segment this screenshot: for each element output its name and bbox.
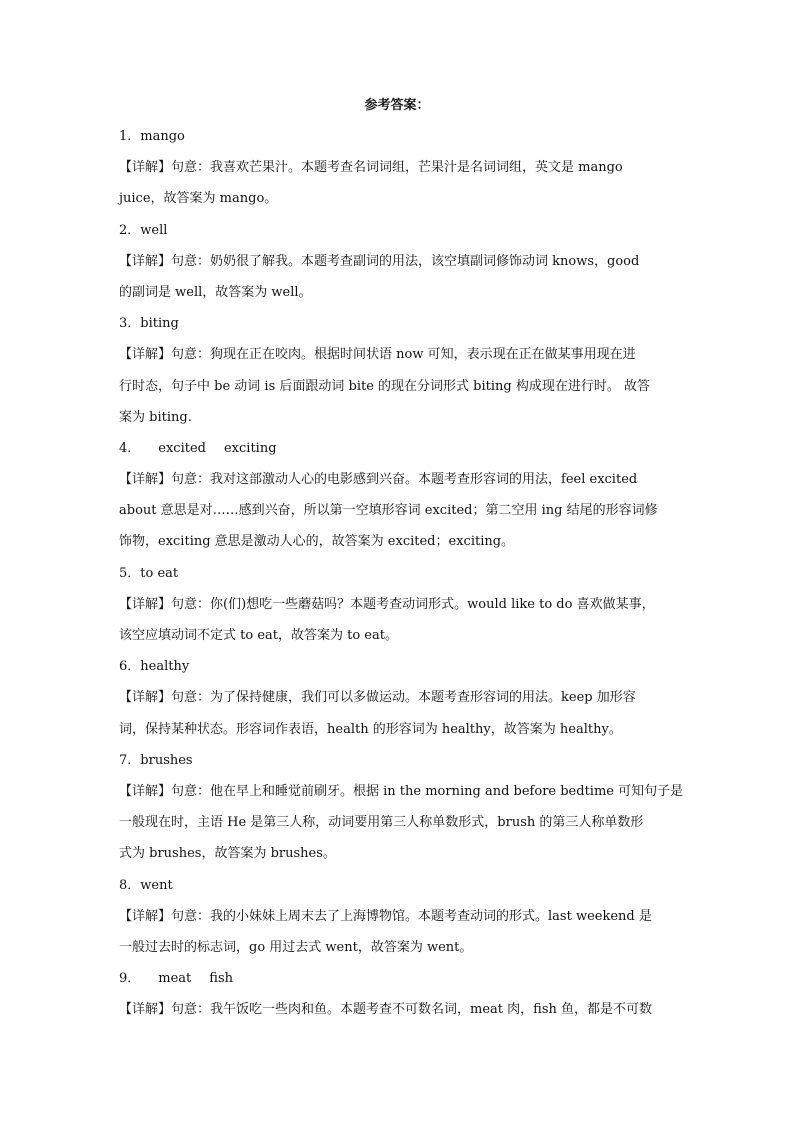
answer-item bbox=[119, 870, 679, 964]
explanation-line bbox=[119, 371, 679, 402]
explanation-text: 句意：我的小妹妹上周末去了上海博物馆。本题考查动词的形式。last weekend 是 bbox=[171, 908, 652, 924]
answer-text: healthy bbox=[140, 659, 190, 675]
explanation-text: 的副词是 well，故答案为 well。 bbox=[119, 284, 312, 300]
answer-text: well bbox=[140, 222, 168, 238]
answer-text: fish bbox=[209, 971, 233, 987]
detail-tag: 【详解】 bbox=[119, 472, 172, 488]
answer-line bbox=[119, 963, 679, 994]
explanation-line bbox=[119, 152, 679, 183]
explanation-line bbox=[119, 682, 679, 713]
answer-text: brushes bbox=[140, 752, 193, 768]
explanation-line bbox=[119, 714, 679, 745]
explanation-line bbox=[119, 838, 679, 869]
answer-item bbox=[119, 121, 679, 215]
answer-item bbox=[119, 963, 679, 1025]
explanation-line bbox=[119, 620, 679, 651]
answer-text: mango bbox=[140, 129, 185, 144]
explanation-line bbox=[119, 402, 679, 433]
answer-item bbox=[119, 651, 679, 745]
answer-item bbox=[119, 308, 679, 433]
explanation-text: 句意：奶奶很了解我。本题考查副词的用法，该空填副词修饰动词 knows，good bbox=[171, 253, 640, 269]
answer-text: exciting bbox=[223, 440, 277, 456]
explanation-line bbox=[119, 589, 679, 620]
explanation-line bbox=[119, 464, 679, 495]
answer-line bbox=[119, 870, 679, 901]
explanation-line bbox=[119, 994, 679, 1025]
question-number: 5． bbox=[119, 565, 141, 581]
answer-text: excited bbox=[158, 440, 206, 456]
explanation-text: 句意：我午饭吃一些肉和鱼。本题考查不可数名词，meat 肉，fish 鱼，都是不可数 bbox=[171, 1002, 652, 1018]
explanation-text: 饰物，exciting 意思是激动人心的，故答案为 excited；exciting。 bbox=[119, 534, 515, 550]
explanation-text: 句意：你(们)想吃一些蘑菇吗？本题考查动词形式。would like to do 喜欢做某事， bbox=[171, 596, 655, 612]
explanation-line bbox=[119, 277, 679, 308]
answer-list bbox=[119, 121, 684, 1025]
explanation-text: 词，保持某种状态。形容词作表语，health 的形容词为 healthy，故答案为 healthy。 bbox=[119, 721, 622, 737]
explanation-text: 行时态，句子中 be 动词 is 后面跟动词 bite 的现在分词形式 biting 构成现在进行时。 故答 bbox=[119, 378, 650, 394]
question-number: 3． bbox=[119, 316, 141, 332]
question-number: 8． bbox=[119, 877, 141, 893]
detail-tag: 【详解】 bbox=[119, 160, 172, 176]
answer-item bbox=[119, 558, 679, 652]
answer-line bbox=[119, 651, 679, 682]
answer-item bbox=[119, 433, 679, 558]
question-number: 6． bbox=[119, 659, 141, 675]
question-number: 7． bbox=[119, 752, 141, 768]
page-title: 参考答案： bbox=[364, 98, 430, 113]
answer-line bbox=[119, 433, 679, 464]
explanation-text: about 意思是对……感到兴奋，所以第一空填形容词 excited；第二空用 ing 结尾的形容词修 bbox=[119, 503, 658, 519]
answer-line bbox=[119, 745, 679, 776]
answer-item bbox=[119, 215, 679, 309]
detail-tag: 【详解】 bbox=[119, 908, 172, 924]
answer-line bbox=[119, 215, 679, 246]
explanation-text: 一般现在时，主语 He 是第三人称，动词要用第三人称单数形式，brush 的第三人称单数形 bbox=[119, 815, 644, 831]
answer-text: to eat bbox=[140, 565, 179, 581]
answer-text: meat bbox=[158, 971, 192, 987]
explanation-text: 一般过去时的标志词，go 用过去式 went，故答案为 went。 bbox=[119, 939, 473, 955]
explanation-line bbox=[119, 183, 679, 214]
explanation-text: 句意：为了保持健康，我们可以多做运动。本题考查形容词的用法。keep 加形容 bbox=[171, 690, 636, 706]
answer-item bbox=[119, 745, 684, 870]
answer-text: biting bbox=[140, 316, 179, 332]
answer-text: went bbox=[140, 877, 173, 893]
explanation-line bbox=[119, 526, 679, 557]
explanation-text: 句意：狗现在正在咬肉。根据时间状语 now 可知，表示现在正在做某事用现在进 bbox=[171, 347, 636, 363]
explanation-text: 句意：他在早上和睡觉前刷牙。根据 in the morning and before bedtime 可知句子是 bbox=[171, 783, 684, 799]
explanation-line bbox=[119, 339, 679, 370]
answer-line bbox=[119, 121, 679, 152]
detail-tag: 【详解】 bbox=[119, 347, 172, 363]
explanation-text: 该空应填动词不定式 to eat，故答案为 to eat。 bbox=[119, 628, 398, 643]
explanation-text: juice，故答案为 mango。 bbox=[119, 191, 278, 207]
explanation-text: 句意：我对这部激动人心的电影感到兴奋。本题考查形容词的用法，feel excited bbox=[171, 472, 638, 488]
answer-line bbox=[119, 558, 679, 589]
detail-tag: 【详解】 bbox=[119, 783, 172, 799]
explanation-text: 案为 biting. bbox=[119, 409, 192, 425]
detail-tag: 【详解】 bbox=[119, 1002, 172, 1018]
explanation-text: 句意：我喜欢芒果汁。本题考查名词词组，芒果汁是名词词组，英文是 mango bbox=[171, 160, 623, 176]
question-number: 4． bbox=[119, 440, 141, 456]
question-number: 1． bbox=[119, 129, 141, 144]
answer-line bbox=[119, 308, 679, 339]
detail-tag: 【详解】 bbox=[119, 596, 172, 612]
explanation-text: 式为 brushes，故答案为 brushes。 bbox=[119, 846, 336, 862]
detail-tag: 【详解】 bbox=[119, 690, 172, 706]
explanation-line bbox=[119, 495, 679, 526]
explanation-line bbox=[119, 246, 679, 277]
question-number: 2． bbox=[119, 222, 141, 238]
explanation-line bbox=[119, 807, 679, 838]
explanation-line bbox=[119, 901, 679, 932]
explanation-line bbox=[119, 932, 679, 963]
question-number: 9． bbox=[119, 971, 141, 987]
detail-tag: 【详解】 bbox=[119, 253, 172, 269]
explanation-line bbox=[119, 776, 684, 807]
